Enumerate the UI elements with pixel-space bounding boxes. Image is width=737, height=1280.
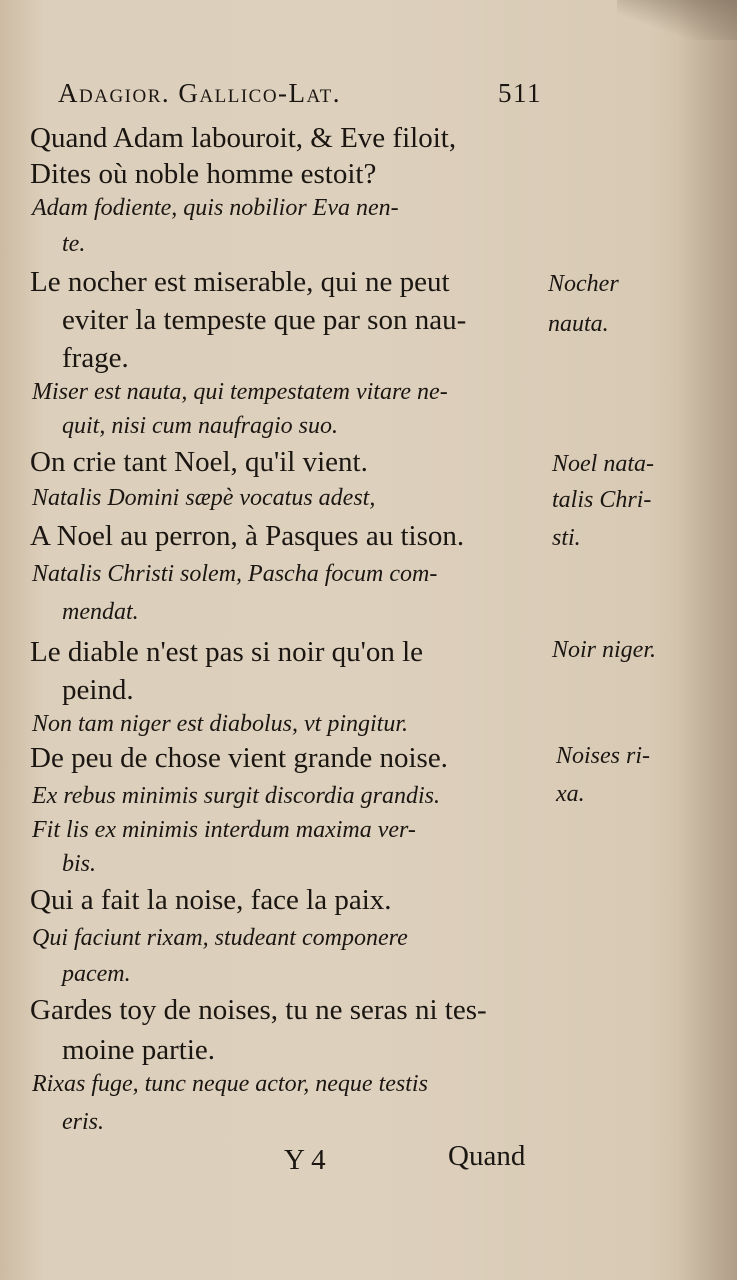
text-line: pacem. <box>62 961 131 987</box>
text-line: Quand Adam labouroit, & Eve filoit, <box>30 122 457 154</box>
text-line: Miser est nauta, qui tempestatem vitare ne- <box>32 379 448 405</box>
margin-note: xa. <box>556 781 585 807</box>
text-line: eviter la tempeste que par son nau- <box>62 304 467 336</box>
margin-note: Nocher <box>548 271 619 297</box>
text-line: peind. <box>62 674 134 706</box>
text-line: te. <box>62 231 86 257</box>
text-line: quit, nisi cum naufragio suo. <box>62 413 339 439</box>
text-line: Fit lis ex minimis interdum maxima ver- <box>32 817 416 843</box>
text-line: Le nocher est miserable, qui ne peut <box>30 266 450 298</box>
text-line: Adam fodiente, quis nobilior Eva nen- <box>32 195 399 221</box>
text-line: Natalis Christi solem, Pascha focum com- <box>32 561 438 587</box>
margin-note: talis Chri- <box>552 487 652 513</box>
page-number: 511 <box>498 78 542 108</box>
text-line: Gardes toy de noises, tu ne seras ni tes- <box>30 994 487 1026</box>
text-line: Natalis Domini sæpè vocatus adest, <box>32 485 376 511</box>
margin-note: sti. <box>552 525 581 551</box>
margin-note: Noises ri- <box>556 743 651 769</box>
page-corner <box>617 0 737 40</box>
text-line: Rixas fuge, tunc neque actor, neque testis <box>32 1071 428 1097</box>
text-line: frage. <box>62 342 129 374</box>
text-line: A Noel au perron, à Pasques au tison. <box>30 520 465 552</box>
text-line: Qui a fait la noise, face la paix. <box>30 884 392 916</box>
text-line: Non tam niger est diabolus, vt pingitur. <box>32 711 409 737</box>
text-line: On crie tant Noel, qu'il vient. <box>30 446 368 478</box>
text-line: Ex rebus minimis surgit discordia grandis. <box>32 783 441 809</box>
signature-mark: Y 4 <box>284 1144 326 1176</box>
catchword: Quand <box>448 1140 526 1172</box>
margin-note: Noel nata- <box>552 451 654 477</box>
text-line: bis. <box>62 851 97 877</box>
text-line: moine partie. <box>62 1034 216 1066</box>
text-line: Le diable n'est pas si noir qu'on le <box>30 636 424 668</box>
text-line: Dites où noble homme estoit? <box>30 158 377 190</box>
text-line: eris. <box>62 1109 104 1135</box>
margin-note: nauta. <box>548 311 609 337</box>
text-line: mendat. <box>62 599 139 625</box>
running-header-title: Adagior. Gallico-Lat. <box>58 78 341 108</box>
page-edge-shadow <box>677 0 737 1280</box>
text-line: Qui faciunt rixam, studeant componere <box>32 925 408 951</box>
margin-note: Noir niger. <box>552 637 657 663</box>
text-line: De peu de chose vient grande noise. <box>30 742 448 774</box>
